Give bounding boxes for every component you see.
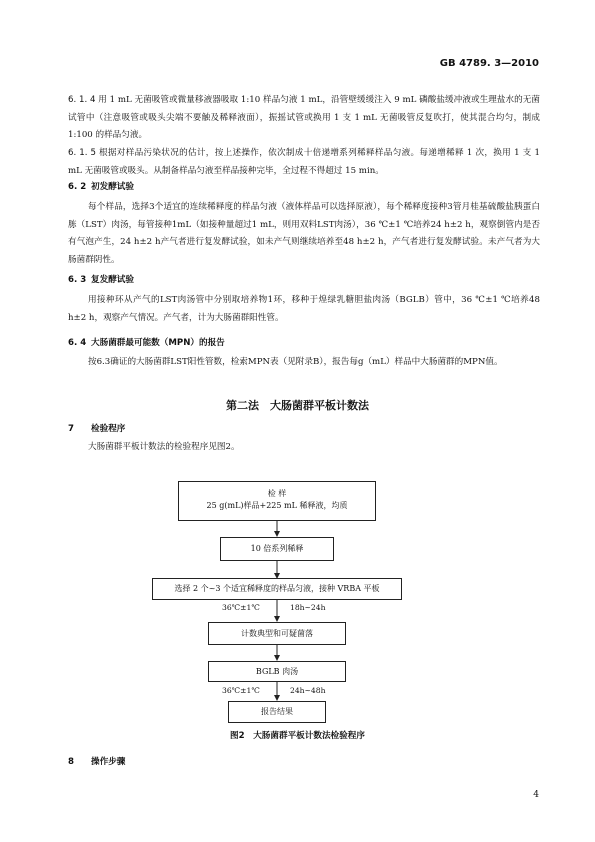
incubation-temp-1: 36℃±1℃ [222, 603, 260, 612]
paragraph-6-4: 按6.3确证的大肠菌群LST阳性管数，检索MPN表（见附录B），报告每g（mL）样品中大肠菌群的MPN值。 [88, 357, 503, 367]
figure-caption: 图2 大肠菌群平板计数法检验程序 [230, 731, 365, 741]
incubation-temp-2: 36℃±1℃ [222, 686, 260, 695]
paragraph-7: 大肠菌群平板计数法的检验程序见图2。 [88, 442, 240, 452]
paragraph-6-2: 每个样品，选择3个适宜的连续稀释度的样品匀液（液体样品可以选择原液），每个稀释度接种3管月桂基硫酸盐胰蛋白胨（LST）肉汤，每管接种1mL（如接种量超过1 mL，则用双料LST肉汤），36 ℃±1 ℃培养24 h±2 h，观察倒管内是否有气泡产生，24 h±2 h产气者进行复发酵试验，如未产气则继续培养至48 h±2 h，产气者进行复发酵试验。未产气者为大肠菌群阴性。 [68, 202, 540, 265]
heading-6-4: 6. 4 大肠菌群最可能数（MPN）的报告 [68, 338, 225, 348]
heading-6-2: 6. 2 初发酵试验 [68, 182, 134, 192]
flow-box-inoculate: 选择 2 个~3 个适宜稀释度的样品匀液，接种 VRBA 平板 [152, 578, 402, 600]
paragraph-6-3: 用接种环从产气的LST肉汤管中分别取培养物1环，移种于煌绿乳糖胆盐肉汤（BGLB）管中，36 ℃±1 ℃培养48 h±2 h，观察产气情况。产气者，计为大肠菌群阳性管。 [68, 295, 540, 323]
method-title: 第二法 大肠菌群平板计数法 [226, 399, 369, 412]
clause-number: 6. 1. 4 [68, 95, 96, 105]
flow-box-dilution: 10 倍系列稀释 [220, 537, 334, 561]
flow-box-bglb: BGLB 肉汤 [208, 661, 346, 682]
page-number: 4 [533, 790, 539, 800]
standard-id: GB 4789. 3—2010 [439, 58, 539, 69]
clause-number: 6. 1. 5 [68, 148, 96, 158]
incubation-time-1: 18h~24h [290, 603, 326, 612]
incubation-time-2: 24h~48h [290, 686, 326, 695]
flow-box-sample: 检 样 25 g(mL)样品+225 mL 稀释液，均质 [178, 481, 376, 521]
clause-text: 用 1 mL 无菌吸管或微量移液器吸取 1:10 样品匀液 1 mL，沿管壁缓缓注入 9 mL 磷酸盐缓冲液或生理盐水的无菌试管中（注意吸管或吸头尖端不要触及稀释液面），振摇试管或换用 1 支 1 mL 无菌吸管反复吹打，使其混合均匀，制成 1:100 的样品匀液。 [68, 95, 540, 140]
heading-6-3: 6. 3 复发酵试验 [68, 275, 134, 285]
heading-8: 8 操作步骤 [68, 757, 126, 767]
heading-7: 7 检验程序 [68, 424, 126, 434]
flow-box-count: 计数典型和可疑菌落 [208, 622, 346, 645]
clause-text: 根据对样品污染状况的估计，按上述操作，依次制成十倍递增系列稀释样品匀液。每递增稀释 1 次，换用 1 支 1 mL 无菌吸管或吸头。从制备样品匀液至样品接种完毕，全过程不得超过 15 min。 [68, 148, 540, 176]
flow-box-report: 报告结果 [228, 701, 326, 723]
